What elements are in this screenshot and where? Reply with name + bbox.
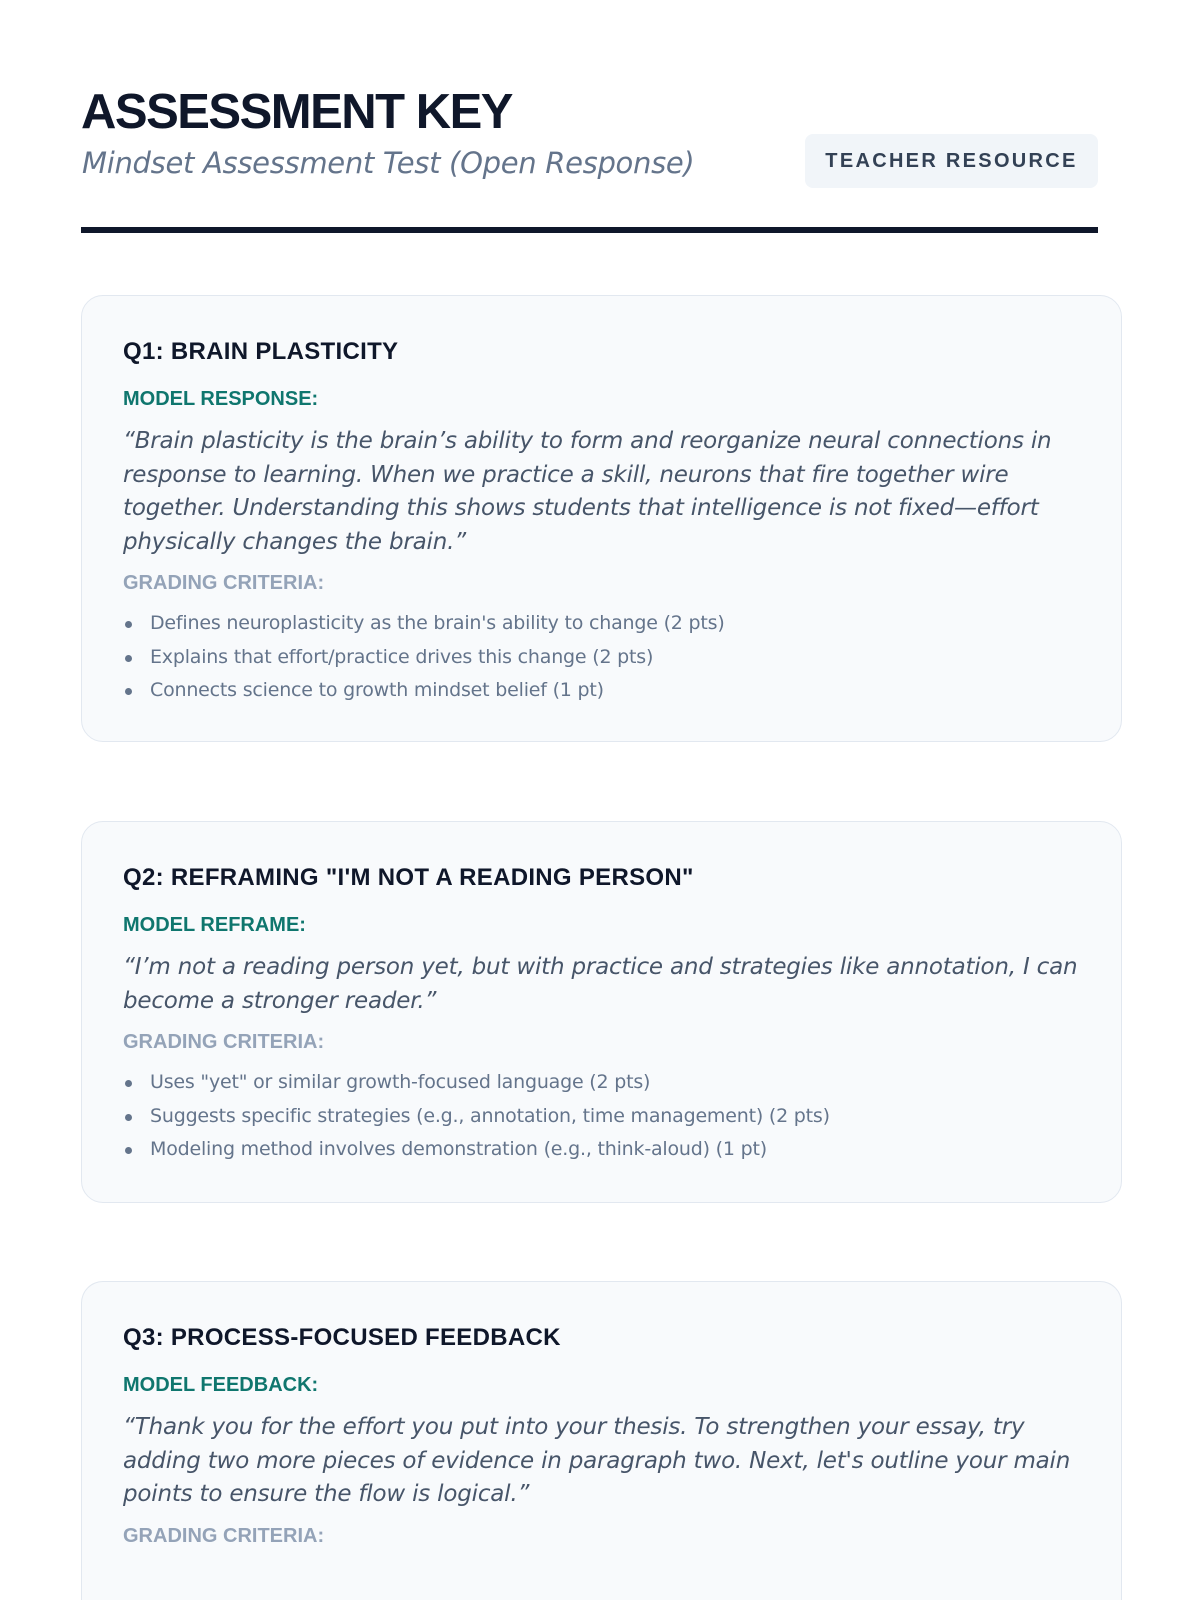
model-reframe-text: “I’m not a reading person yet, but with practice and strategies like annotation, I can become a stronger reader.”: [123, 954, 1078, 1014]
criteria-text: Suggests specific strategies (e.g., annotation, time management) (2 pts): [150, 1104, 830, 1127]
question-card-1: [81, 295, 1122, 742]
bullet-icon: [125, 655, 132, 662]
question-card-3: [81, 1281, 1122, 1600]
grading-criteria-label: GRADING CRITERIA:: [123, 572, 325, 594]
question-title: Q1: BRAIN PLASTICITY: [123, 338, 399, 365]
page-header: [81, 0, 1098, 233]
grading-criteria-list: [123, 607, 1081, 708]
bullet-icon: [125, 1080, 132, 1087]
criteria-item: [123, 641, 1081, 675]
bullet-icon: [125, 1114, 132, 1121]
question-card-2: [81, 821, 1122, 1203]
criteria-item: [123, 1066, 1081, 1100]
criteria-item: [123, 674, 1081, 708]
model-reframe-label: MODEL REFRAME:: [123, 914, 306, 936]
model-feedback-label: MODEL FEEDBACK:: [123, 1374, 319, 1396]
grading-criteria-label: GRADING CRITERIA:: [123, 1524, 325, 1547]
criteria-text: Explains that effort/practice drives this change (2 pts): [150, 645, 654, 668]
model-response-label: MODEL RESPONSE:: [123, 388, 319, 410]
bullet-icon: [125, 621, 132, 628]
criteria-item: [123, 1133, 1081, 1167]
criteria-text: Defines neuroplasticity as the brain's ability to change (2 pts): [150, 612, 725, 634]
model-response-text: “Brain plasticity is the brain’s ability to form and reorganize neural connections in response to learning. When we practice a skill, neurons that fire together wire together. Understanding this shows students that intelligence is not fixed—effort physically changes the brain.”: [123, 428, 1052, 555]
page-subtitle: Mindset Assessment Test (Open Response): [82, 146, 695, 180]
teacher-resource-badge: TEACHER RESOURCE: [805, 134, 1098, 188]
criteria-text: Connects science to growth mindset belief (1 pt): [150, 679, 604, 701]
page-title: ASSESSMENT KEY: [81, 85, 512, 139]
model-feedback-text: “Thank you for the effort you put into your thesis. To strengthen your essay, try adding two more pieces of evidence in paragraph two. Next, let's outline your main points to ensure the flow is logical.”: [123, 1414, 1071, 1507]
grading-criteria-list: [123, 1066, 1081, 1167]
bullet-icon: [125, 688, 132, 695]
criteria-text: Uses "yet" or similar growth-focused language (2 pts): [150, 1071, 651, 1093]
criteria-text: Modeling method involves demonstration (e.g., think-aloud) (1 pt): [150, 1138, 767, 1160]
criteria-item: [123, 607, 1081, 641]
question-title: Q3: PROCESS-FOCUSED FEEDBACK: [123, 1324, 561, 1351]
criteria-item: [123, 1100, 1081, 1134]
bullet-icon: [125, 1147, 132, 1154]
question-title: Q2: REFRAMING "I'M NOT A READING PERSON": [123, 864, 694, 891]
grading-criteria-label: GRADING CRITERIA:: [123, 1031, 325, 1053]
